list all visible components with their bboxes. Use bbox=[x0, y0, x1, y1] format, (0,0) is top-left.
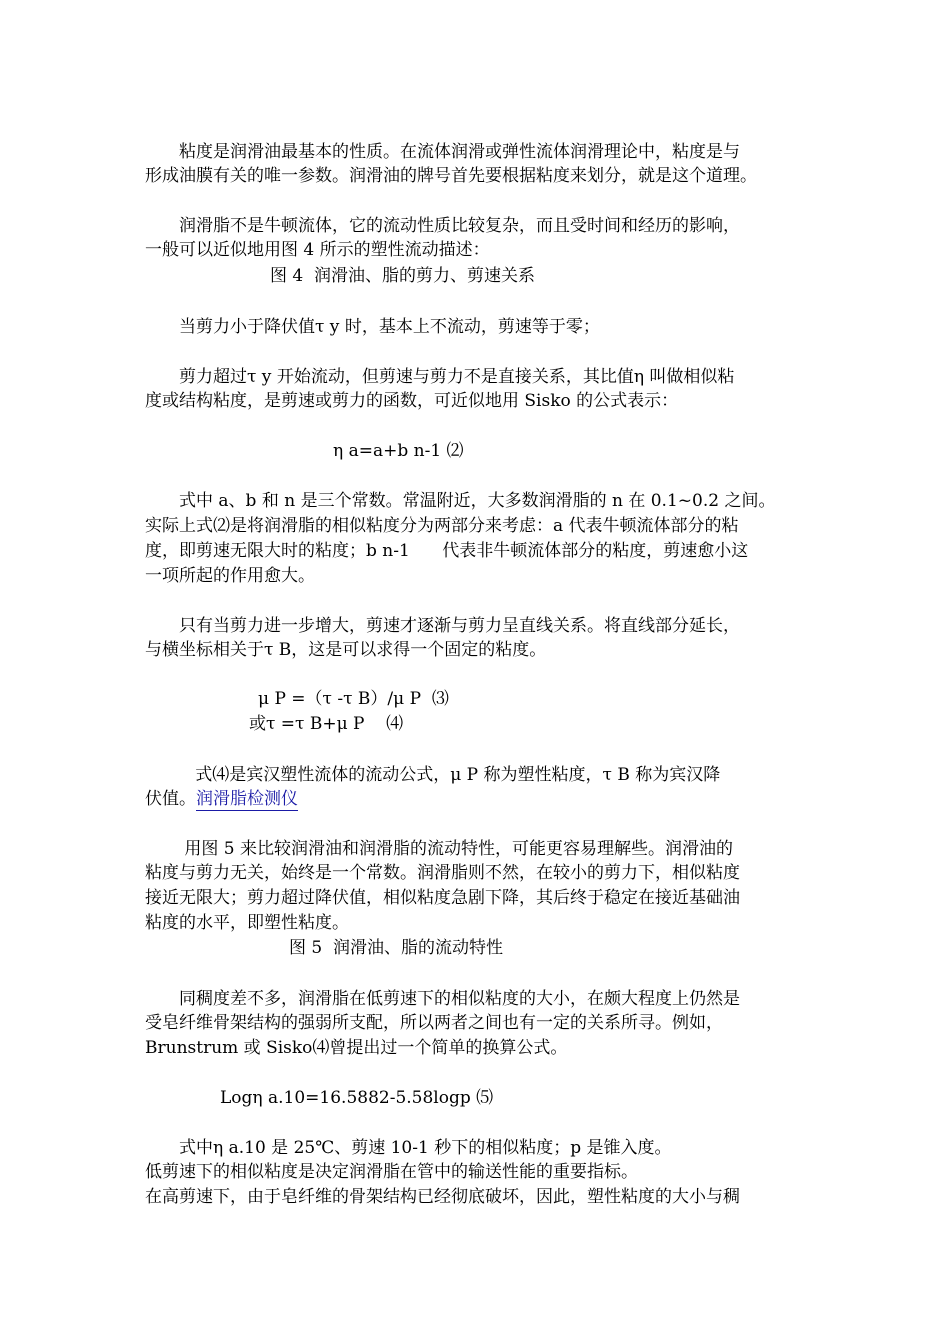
formula-3: μ P =（τ -τ B）/μ P ⑶ bbox=[258, 689, 449, 709]
paragraph-constants-line-1: 式中 a、b 和 n 是三个常数。常温附近，大多数润滑脂的 n 在 0.1~0.2 之间。 bbox=[145, 491, 776, 511]
formula-2: η a=a+b n-1 ⑵ bbox=[333, 441, 464, 461]
paragraph-consistency-line-1: 同稠度差不多，润滑脂在低剪速下的相似粘度的大小，在颇大程度上仍然是 bbox=[145, 989, 740, 1009]
formula-5: Logη a.10=16.5882-5.58logp ⑸ bbox=[220, 1088, 494, 1108]
paragraph-constants-line-4: 一项所起的作用愈大。 bbox=[145, 566, 315, 586]
paragraph-bingham-line-2 bbox=[145, 788, 298, 810]
paragraph-consistency-line-2: 受皂纤维骨架结构的强弱所支配，所以两者之间也有一定的关系所寻。例如， bbox=[145, 1013, 723, 1033]
paragraph-flow-line-2: 度或结构粘度，是剪速或剪力的函数，可近似地用 Sisko 的公式表示： bbox=[145, 391, 679, 411]
paragraph-consistency-line-3: Brunstrum 或 Sisko⑷曾提出过一个简单的换算公式。 bbox=[145, 1038, 568, 1058]
figure-4-caption: 图 4 润滑油、脂的剪力、剪速关系 bbox=[270, 266, 536, 286]
paragraph-grease-line-2: 一般可以近似地用图 4 所示的塑性流动描述： bbox=[145, 240, 490, 260]
paragraph-viscosity-line-2: 形成油膜有关的唯一参数。润滑油的牌号首先要根据粘度来划分，就是这个道理。 bbox=[145, 166, 757, 186]
paragraph-penetration-line-1: 式中η a.10 是 25℃、剪速 10-1 秒下的相似粘度；p 是锥入度。 bbox=[145, 1138, 672, 1158]
paragraph-yield-line-1: 当剪力小于降伏值τ y 时，基本上不流动，剪速等于零； bbox=[145, 317, 600, 337]
paragraph-linear-line-2: 与横坐标相关于τ B，这是可以求得一个固定的粘度。 bbox=[145, 640, 547, 660]
paragraph-compare-line-4: 粘度的水平，即塑性粘度。 bbox=[145, 913, 349, 933]
paragraph-compare-line-2: 粘度与剪力无关，始终是一个常数。润滑脂则不然，在较小的剪力下，相似粘度 bbox=[145, 863, 740, 883]
figure-5-caption: 图 5 润滑油、脂的流动特性 bbox=[289, 938, 504, 958]
paragraph-penetration-line-2: 低剪速下的相似粘度是决定润滑脂在管中的输送性能的重要指标。 bbox=[145, 1162, 638, 1182]
paragraph-penetration-line-3: 在高剪速下，由于皂纤维的骨架结构已经彻底破坏，因此，塑性粘度的大小与稠 bbox=[145, 1187, 740, 1207]
paragraph-bingham-line-1: 式⑷是宾汉塑性流体的流动公式，μ P 称为塑性粘度，τ B 称为宾汉降 bbox=[145, 765, 721, 785]
formula-4: 或τ =τ B+μ P ⑷ bbox=[249, 714, 404, 734]
paragraph-linear-line-1: 只有当剪力进一步增大，剪速才逐渐与剪力呈直线关系。将直线部分延长， bbox=[145, 616, 740, 636]
paragraph-constants-line-2: 实际上式⑵是将润滑脂的相似粘度分为两部分来考虑：a 代表牛顿流体部分的粘 bbox=[145, 516, 739, 536]
grease-tester-link[interactable]: 润滑脂检测仪 bbox=[196, 789, 298, 809]
paragraph-grease-line-1: 润滑脂不是牛顿流体，它的流动性质比较复杂，而且受时间和经历的影响， bbox=[145, 216, 740, 236]
paragraph-viscosity-line-1: 粘度是润滑油最基本的性质。在流体润滑或弹性流体润滑理论中，粘度是与 bbox=[145, 142, 740, 162]
paragraph-compare-line-3: 接近无限大；剪力超过降伏值，相似粘度急剧下降，其后终于稳定在接近基础油 bbox=[145, 888, 740, 908]
paragraph-flow-line-1: 剪力超过τ y 开始流动，但剪速与剪力不是直接关系，其比值η 叫做相似粘 bbox=[145, 367, 735, 387]
paragraph-compare-line-1: 用图 5 来比较润滑油和润滑脂的流动特性，可能更容易理解些。润滑油的 bbox=[145, 839, 734, 859]
paragraph-bingham-text: 伏值。 bbox=[145, 789, 196, 809]
paragraph-constants-line-3: 度，即剪速无限大时的粘度；b n-1 代表非牛顿流体部分的粘度，剪速愈小这 bbox=[145, 541, 749, 561]
